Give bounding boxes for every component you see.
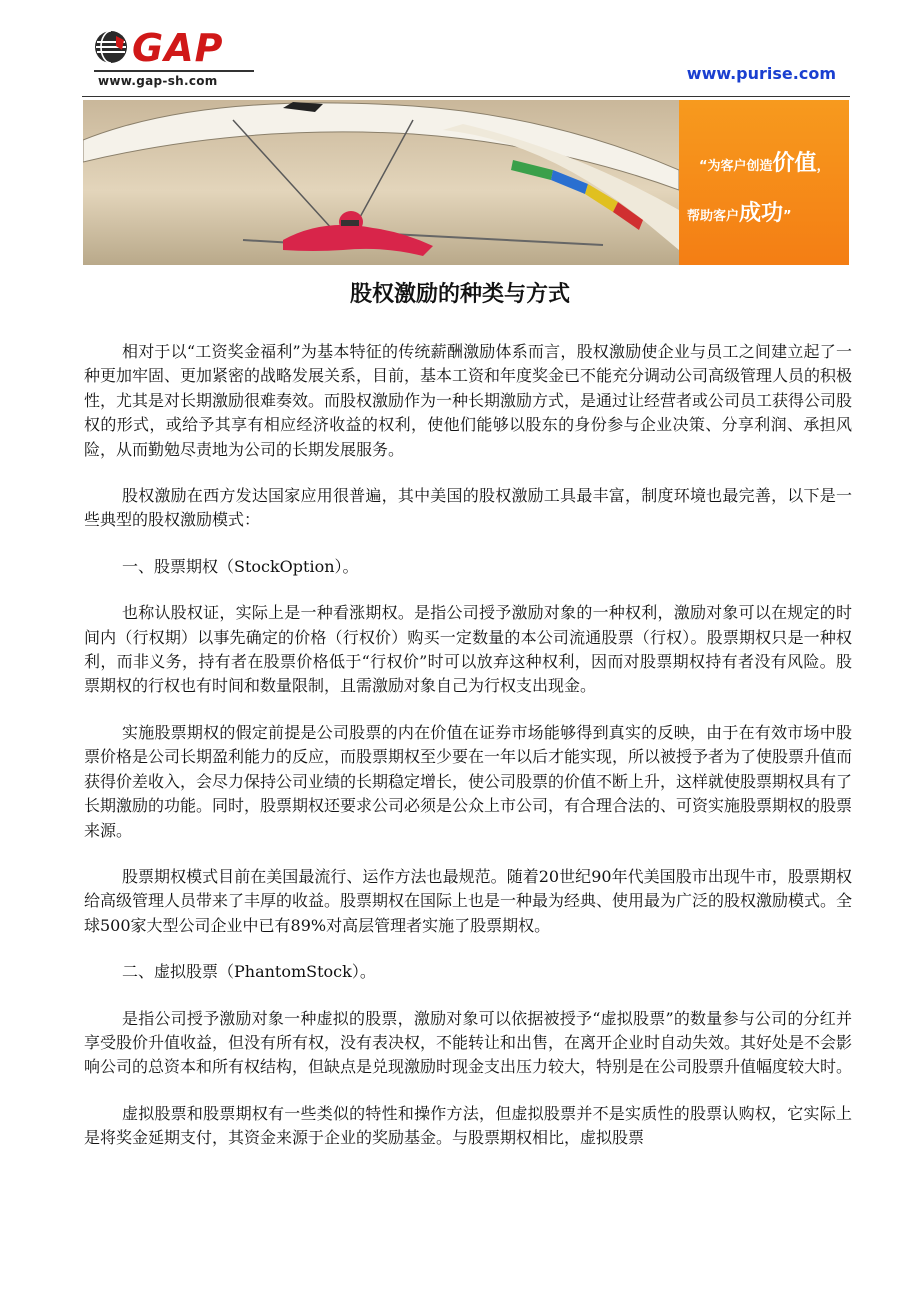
banner [83,100,849,265]
slogan-line-2 [687,196,792,227]
header-divider [82,96,850,97]
slogan-line-1-pre: “为客户创造 [699,159,773,174]
gap-logo[interactable] [94,26,254,92]
slogan-line-2-emphasis: 成功 [739,201,784,226]
paragraph: 是指公司授予激励对象一种虚拟的股票，激励对象可以依据被授予“虚拟股票”的数量参与公司的分红并享受股价升值收益，但没有所有权，没有表决权，不能转让和出售，在离开企业时自动失效。其好处是不会影响公司的总资本和所有权结构，但缺点是兑现激励时现金支出压力较大，特别是在公司股票升值幅度较大时。 [84,1008,853,1077]
paragraph: 实施股票期权的假定前提是公司股票的内在价值在证券市场能够得到真实的反映，由于在有效市场中股票价格是公司长期盈利能力的反应，而股票期权至少要在一年以后才能实现，所以被授予者为了使股票升值而获得价差收入，会尽力保持公司业绩的长期稳定增长，使公司股票的价值不断上升，这样就使股票期权具有了长期激励的功能。同时，股票期权还要求公司必须是公众上市公司，有合理合法的、可资实施股票期权的股票来源。 [84,722,853,840]
section-heading: 二、虚拟股票（PhantomStock）。 [122,962,376,982]
section-heading: 一、股票期权（StockOption）。 [122,556,359,576]
logo-divider [94,70,254,72]
paragraph: 股权激励在西方发达国家应用很普遍，其中美国的股权激励工具最丰富，制度环境也最完善，以下是一些典型的股权激励模式： [84,486,852,530]
slogan-line-2-pre: 帮助客户 [687,209,740,224]
slogan-panel [679,100,849,265]
paragraph: 也称认股权证，实际上是一种看涨期权。是指公司授予激励对象的一种权利，激励对象可以在规定的时间内（行权期）以事先确定的价格（行权价）购买一定数量的本公司流通股票（行权）。股票期权只是一种权利，而非义务，持有者在股票价格低于“行权价”时可以放弃这种权利，因而对股票期权持有者没有风险。股票期权的行权也有时间和数量限制，且需激励对象自己为行权支出现金。 [84,603,852,696]
slogan-line-1 [699,146,830,177]
site-url-link[interactable]: www.purise.com [686,64,836,83]
slogan-line-1-emphasis: 价值 [772,151,817,176]
globe-icon [94,30,128,64]
document-title: 股权激励的种类与方式 [349,282,570,307]
hang-glider-photo [83,100,679,265]
document-body [84,340,852,1173]
paragraph: 股票期权模式目前在美国最流行、运作方法也最规范。随着20世纪90年代美国股市出现牛市，股票期权给高级管理人员带来了丰厚的收益。股票期权在国际上也是一种最为经典、使用最为广泛的股权激励模式。全球500家大型公司企业中已有89%对高层管理者实施了股票期权。 [84,866,853,935]
logo-text: GAP [132,26,224,70]
paragraph: 相对于以“工资奖金福利”为基本特征的传统薪酬激励体系而言，股权激励使企业与员工之间建立起了一种更加牢固、更加紧密的战略发展关系，目前，基本工资和年度奖金已不能充分调动公司高级管理人员的积极性，尤其是对长期激励很难奏效。而股权激励作为一种长期激励方式，是通过让经营者或公司员工获得公司股权的形式，或给予其享有相应经济收益的权利，使他们能够以股东的身份参与企业决策、分享利润、承担风险，从而勤勉尽责地为公司的长期发展服务。 [84,342,853,459]
logo-url: www.gap-sh.com [98,74,218,88]
slogan-line-2-post: ” [783,209,792,224]
paragraph: 虚拟股票和股票期权有一些类似的特性和操作方法，但虚拟股票并不是实质性的股票认购权，它实际上是将奖金延期支付，其资金来源于企业的奖励基金。与股票期权相比，虚拟股票 [84,1103,852,1148]
page-header [82,26,850,98]
slogan-line-1-post: ， [816,159,830,174]
